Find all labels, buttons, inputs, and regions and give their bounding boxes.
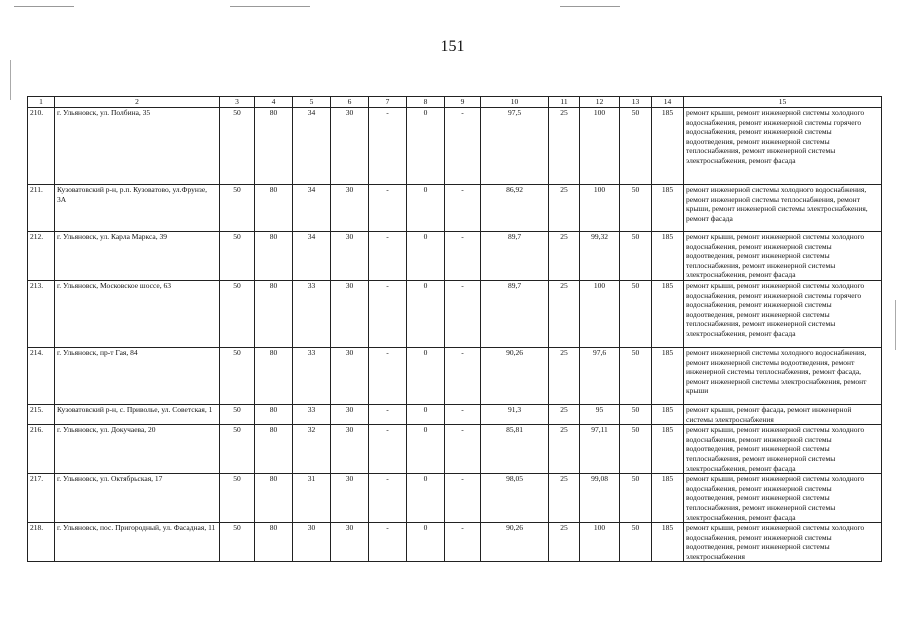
cell: 30 [331,523,369,562]
cell: 50 [620,404,652,424]
row-address: г. Ульяновск, Московское шоссе, 63 [55,280,220,347]
cell: 185 [652,523,684,562]
cell: 34 [293,232,331,281]
table-row [28,404,882,424]
cell: 0 [407,523,445,562]
cell: 30 [331,404,369,424]
row-number: 211. [28,185,55,232]
cell: - [445,404,481,424]
cell: 33 [293,280,331,347]
cell: 50 [620,474,652,523]
cell: - [445,474,481,523]
table-row [28,425,882,474]
cell: 50 [220,474,255,523]
cell: - [369,347,407,404]
row-works: ремонт крыши, ремонт инженерной системы холодного водоснабжения, ремонт инженерной системы водоотведения, ремонт инженерной системы теплоснабжения, ремонт инженерной системы электроснабжения, ремонт фасада [684,232,882,281]
row-number: 218. [28,523,55,562]
column-header: 12 [580,97,620,108]
cell: 50 [620,523,652,562]
column-header: 7 [369,97,407,108]
column-header: 10 [481,97,549,108]
cell: 34 [293,185,331,232]
row-number: 213. [28,280,55,347]
column-header: 9 [445,97,481,108]
row-works: ремонт крыши, ремонт инженерной системы холодного водоснабжения, ремонт инженерной системы водоотведения, ремонт инженерной системы теплоснабжения, ремонт инженерной системы электроснабжения, ремонт фасада [684,474,882,523]
column-header: 3 [220,97,255,108]
cell: 50 [220,347,255,404]
cell: 100 [580,108,620,185]
cell: - [445,347,481,404]
scan-edge-line [14,6,74,7]
cell: 98,05 [481,474,549,523]
cell: 30 [331,108,369,185]
cell: 99,08 [580,474,620,523]
cell: 50 [220,523,255,562]
column-header: 5 [293,97,331,108]
cell: 97,6 [580,347,620,404]
cell: - [369,232,407,281]
table-row [28,280,882,347]
cell: 0 [407,474,445,523]
column-header: 4 [255,97,293,108]
cell: 30 [331,425,369,474]
column-header: 11 [549,97,580,108]
cell: 50 [620,108,652,185]
row-address: г. Ульяновск, ул. Полбина, 35 [55,108,220,185]
cell: 80 [255,425,293,474]
cell: 0 [407,185,445,232]
page-number: 151 [440,38,465,55]
cell: 50 [220,108,255,185]
row-number: 210. [28,108,55,185]
cell: - [369,474,407,523]
row-number: 217. [28,474,55,523]
cell: 0 [407,404,445,424]
cell: 0 [407,108,445,185]
cell: 50 [220,185,255,232]
row-works: ремонт инженерной системы холодного водоснабжения, ремонт инженерной системы теплоснабжения, ремонт крыши, ремонт инженерной системы электроснабжения, ремонт фасада [684,185,882,232]
cell: 30 [331,347,369,404]
row-address: г. Ульяновск, пос. Пригородный, ул. Фасадная, 11 [55,523,220,562]
table-row [28,347,882,404]
cell: 33 [293,404,331,424]
row-works: ремонт крыши, ремонт фасада, ремонт инженерной системы электроснабжения [684,404,882,424]
row-works: ремонт крыши, ремонт инженерной системы холодного водоснабжения, ремонт инженерной системы водоотведения, ремонт инженерной системы электроснабжения [684,523,882,562]
table-row [28,474,882,523]
row-number: 216. [28,425,55,474]
cell: 0 [407,425,445,474]
table-row [28,185,882,232]
row-address: Кузоватовский р-н, с. Приволье, ул. Советская, 1 [55,404,220,424]
cell: 185 [652,347,684,404]
cell: 50 [220,280,255,347]
column-header: 8 [407,97,445,108]
column-header: 6 [331,97,369,108]
cell: 34 [293,108,331,185]
cell: 25 [549,347,580,404]
repair-table [27,96,882,562]
row-address: г. Ульяновск, пр-т Гая, 84 [55,347,220,404]
cell: 33 [293,347,331,404]
cell: 0 [407,232,445,281]
cell: 80 [255,474,293,523]
cell: 30 [331,232,369,281]
cell: 89,7 [481,232,549,281]
cell: 90,26 [481,347,549,404]
cell: 50 [220,404,255,424]
cell: 97,5 [481,108,549,185]
row-address: г. Ульяновск, ул. Карла Маркса, 39 [55,232,220,281]
row-address: г. Ульяновск, ул. Докучаева, 20 [55,425,220,474]
cell: 80 [255,347,293,404]
cell: 99,32 [580,232,620,281]
cell: 185 [652,404,684,424]
cell: 30 [293,523,331,562]
row-works: ремонт крыши, ремонт инженерной системы холодного водоснабжения, ремонт инженерной системы водоотведения, ремонт инженерной системы теплоснабжения, ремонт инженерной системы электроснабжения, ремонт фасада [684,425,882,474]
column-header: 2 [55,97,220,108]
cell: 97,11 [580,425,620,474]
scan-edge-mark [10,60,11,100]
cell: 25 [549,280,580,347]
cell: 50 [620,425,652,474]
cell: 185 [652,232,684,281]
cell: 50 [620,347,652,404]
cell: 50 [220,425,255,474]
cell: - [369,280,407,347]
table-row [28,232,882,281]
cell: 100 [580,523,620,562]
cell: 30 [331,185,369,232]
cell: - [369,185,407,232]
cell: 25 [549,425,580,474]
cell: 25 [549,232,580,281]
column-header: 15 [684,97,882,108]
cell: 185 [652,425,684,474]
column-header: 1 [28,97,55,108]
cell: 50 [620,232,652,281]
cell: 80 [255,404,293,424]
cell: 0 [407,280,445,347]
cell: 25 [549,404,580,424]
cell: 30 [331,280,369,347]
row-number: 215. [28,404,55,424]
cell: 185 [652,108,684,185]
cell: - [445,185,481,232]
row-works: ремонт инженерной системы холодного водоснабжения, ремонт инженерной системы водоотведения, ремонт инженерной системы теплоснабжения, ремонт фасада, ремонт инженерной системы электроснабжения, ремонт крыши [684,347,882,404]
cell: - [445,523,481,562]
cell: - [369,523,407,562]
scan-edge-line [230,6,310,7]
cell: 25 [549,523,580,562]
cell: 86,92 [481,185,549,232]
cell: 25 [549,185,580,232]
cell: 32 [293,425,331,474]
cell: 0 [407,347,445,404]
cell: 25 [549,108,580,185]
cell: 95 [580,404,620,424]
cell: - [445,425,481,474]
row-works: ремонт крыши, ремонт инженерной системы холодного водоснабжения, ремонт инженерной системы горячего водоснабжения, ремонт инженерной системы водоотведения, ремонт инженерной системы теплоснабжения, ремонт инженерной системы электроснабжения, ремонт фасада [684,280,882,347]
cell: 25 [549,474,580,523]
cell: 85,81 [481,425,549,474]
row-works: ремонт крыши, ремонт инженерной системы холодного водоснабжения, ремонт инженерной системы горячего водоснабжения, ремонт инженерной системы водоотведения, ремонт инженерной системы теплоснабжения, ремонт инженерной системы электроснабжения, ремонт фасада [684,108,882,185]
header-row [28,97,882,108]
cell: 50 [620,280,652,347]
cell: 90,26 [481,523,549,562]
cell: 100 [580,185,620,232]
cell: 89,7 [481,280,549,347]
row-address: г. Ульяновск, ул. Октябрьская, 17 [55,474,220,523]
column-header: 14 [652,97,684,108]
cell: 30 [331,474,369,523]
cell: 100 [580,280,620,347]
column-header: 13 [620,97,652,108]
row-number: 214. [28,347,55,404]
row-number: 212. [28,232,55,281]
cell: 185 [652,185,684,232]
cell: 80 [255,185,293,232]
table-row [28,523,882,562]
cell: 80 [255,280,293,347]
scan-edge-line [560,6,620,7]
table-row [28,108,882,185]
cell: - [369,425,407,474]
cell: 80 [255,232,293,281]
cell: 50 [220,232,255,281]
cell: 185 [652,280,684,347]
cell: 80 [255,108,293,185]
cell: - [445,280,481,347]
cell: 31 [293,474,331,523]
cell: - [369,108,407,185]
cell: 91,3 [481,404,549,424]
cell: - [445,232,481,281]
row-address: Кузоватовский р-н, р.п. Кузоватово, ул.Фрунзе, 3А [55,185,220,232]
cell: 185 [652,474,684,523]
scan-edge-mark [895,300,896,350]
cell: 80 [255,523,293,562]
cell: - [369,404,407,424]
cell: 50 [620,185,652,232]
cell: - [445,108,481,185]
